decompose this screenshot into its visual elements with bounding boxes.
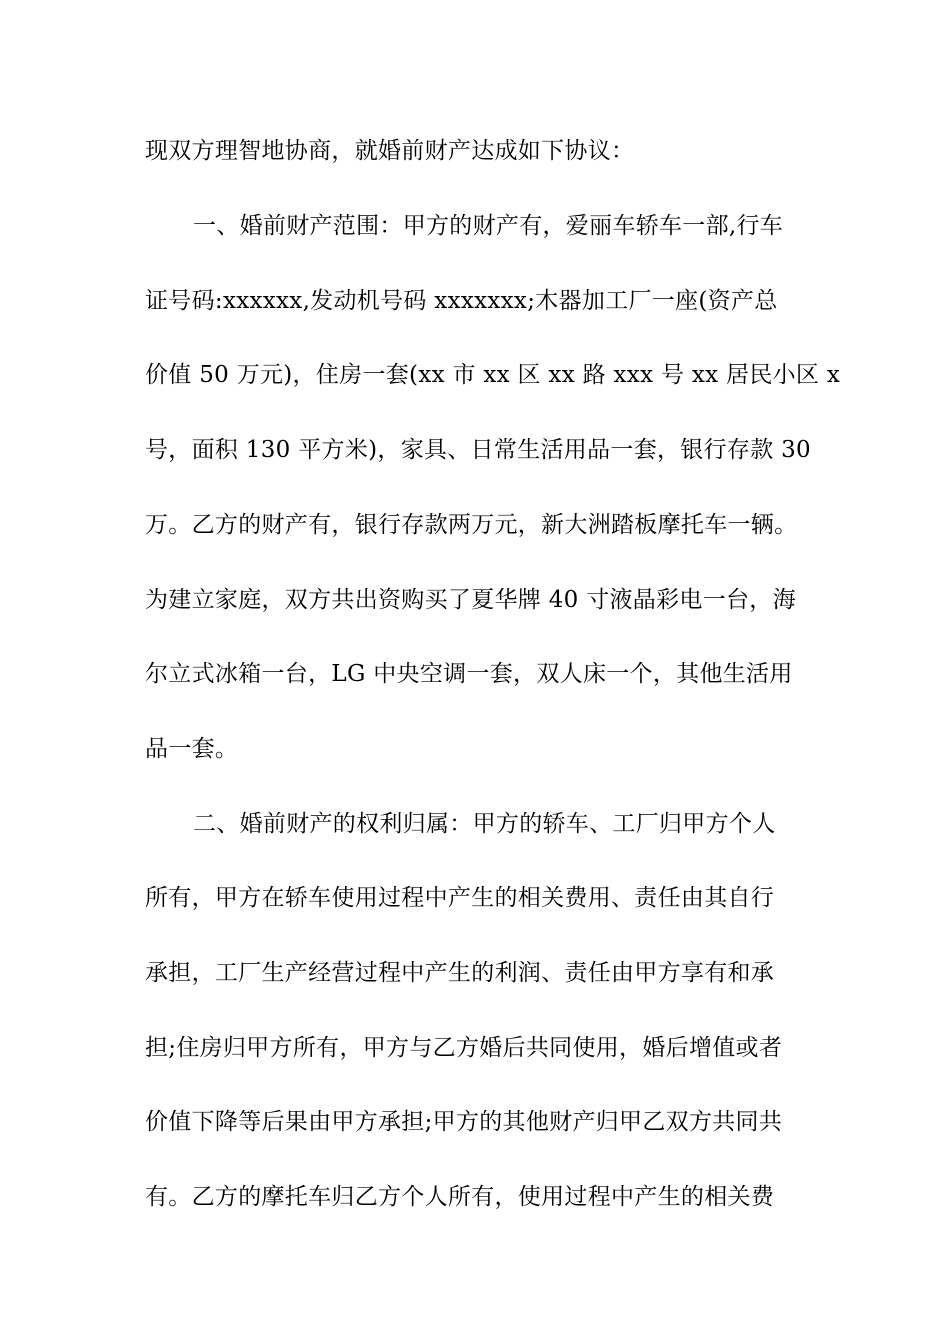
document-line: 价值 50 万元)，住房一套(xx 市 xx 区 xx 路 xxx 号 xx 居民小区 x [145, 362, 841, 388]
document-line-section-1: 一、婚前财产范围：甲方的财产有，爱丽车轿车一部,行车 [193, 213, 784, 239]
document-line: 品一套。 [145, 736, 239, 762]
document-line-section-2: 二、婚前财产的权利归属：甲方的轿车、工厂归甲方个人 [193, 811, 776, 837]
document-line: 证号码:xxxxxx,发动机号码 xxxxxxx;木器加工厂一座(资产总 [145, 288, 778, 314]
document-line: 担;住房归甲方所有，甲方与乙方婚后共同使用，婚后增值或者 [145, 1035, 783, 1061]
document-line: 尔立式冰箱一台，LG 中央空调一套，双人床一个，其他生活用 [145, 661, 793, 687]
document-line: 价值下降等后果由甲方承担;甲方的其他财产归甲乙双方共同共 [145, 1109, 783, 1135]
document-line: 有。乙方的摩托车归乙方个人所有，使用过程中产生的相关费 [145, 1184, 775, 1210]
document-line: 承担，工厂生产经营过程中产生的利润、责任由甲方享有和承 [145, 960, 775, 986]
document-line: 所有，甲方在轿车使用过程中产生的相关费用、责任由其自行 [145, 885, 775, 911]
document-line: 万。乙方的财产有，银行存款两万元，新大洲踏板摩托车一辆。 [145, 512, 798, 538]
document-line: 现双方理智地协商，就婚前财产达成如下协议： [145, 138, 635, 164]
document-line: 号，面积 130 平方米)，家具、日常生活用品一套，银行存款 30 [145, 437, 811, 463]
document-line: 为建立家庭，双方共出资购买了夏华牌 40 寸液晶彩电一台，海 [145, 587, 796, 613]
